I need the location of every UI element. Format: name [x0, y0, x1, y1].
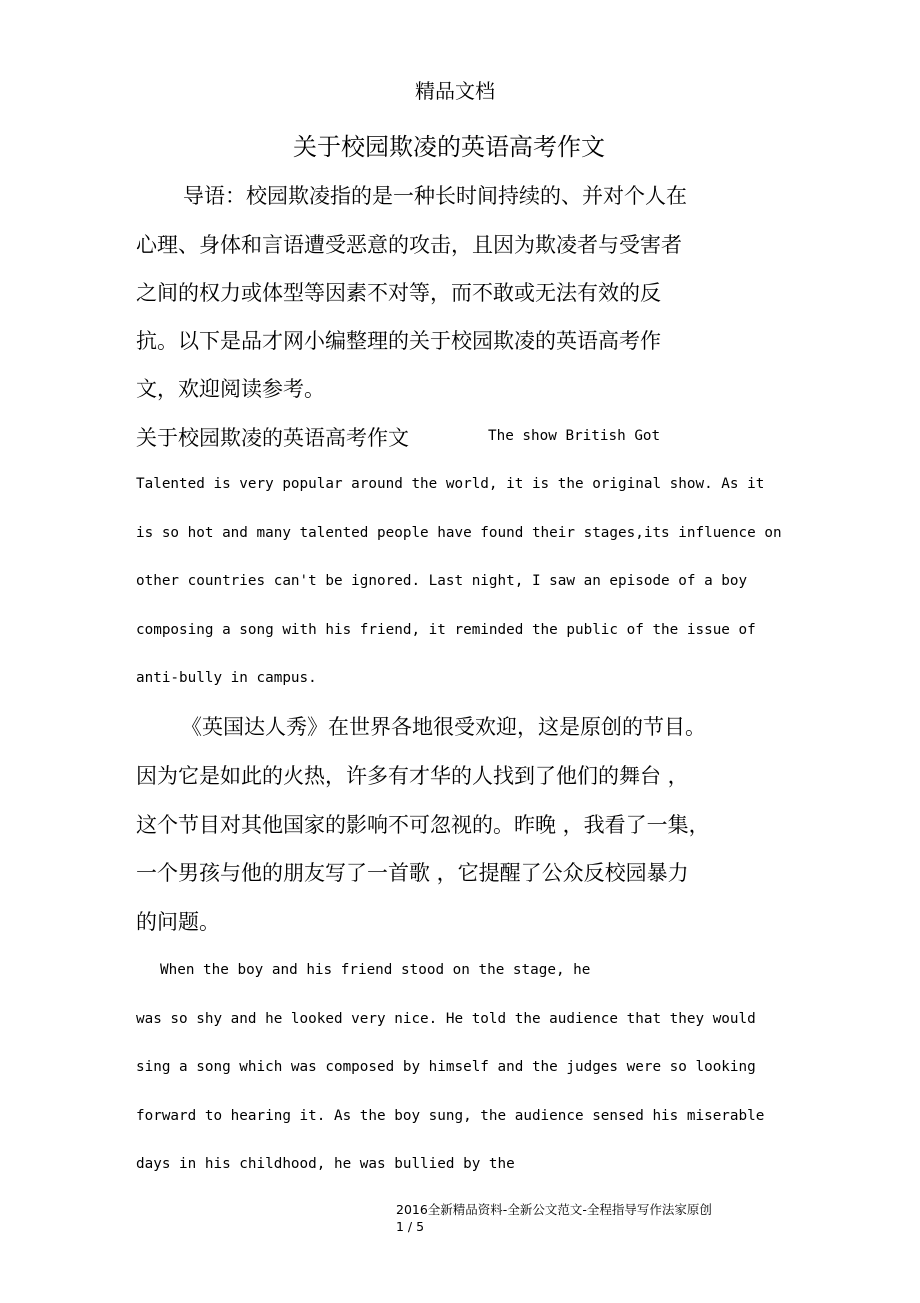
- essay-line: sing a song which was composed by himself and the judges were so looking: [136, 1059, 756, 1075]
- essay-line: forward to hearing it. As the boy sung, the audience sensed his miserable: [136, 1108, 765, 1124]
- essay-line: Talented is very popular around the world, it is the original show. As it: [136, 476, 765, 492]
- footer-note: 2016全新精品资料-全新公文范文-全程指导写作法家原创: [396, 1202, 712, 1217]
- translation-line: 这个节目对其他国家的影响不可忽视的。昨晚 ，我看了一集，: [136, 813, 710, 837]
- page-header-label: 精品文档: [415, 79, 495, 103]
- essay-line: was so shy and he looked very nice. He told the audience that they would: [136, 1011, 756, 1027]
- translation-line: 《英国达人秀》在世界各地很受欢迎，这是原创的节目。: [181, 715, 706, 739]
- translation-line: 的问题。: [136, 910, 220, 934]
- intro-line: 抗。以下是品才网小编整理的关于校园欺凌的英语高考作: [136, 329, 661, 353]
- intro-line: 心理、身体和言语遭受恶意的攻击，且因为欺凌者与受害者: [136, 233, 682, 257]
- intro-line: 之间的权力或体型等因素不对等，而不敢或无法有效的反: [136, 281, 661, 305]
- essay-lead-text: The show British Got: [488, 428, 661, 444]
- intro-line: 导语：校园欺凌指的是一种长时间持续的、并对个人在: [183, 184, 687, 208]
- essay-line: anti-bully in campus.: [136, 670, 317, 686]
- intro-line: 文，欢迎阅读参考。: [136, 377, 325, 401]
- essay-line: is so hot and many talented people have found their stages,its influence on: [136, 525, 782, 541]
- translation-line: 一个男孩与他的朋友写了一首歌 ，它提醒了公众反校园暴力: [136, 861, 689, 885]
- essay-line: When the boy and his friend stood on the stage, he: [160, 962, 591, 978]
- essay-line: days in his childhood, he was bullied by the: [136, 1156, 515, 1172]
- document-title: 关于校园欺凌的英语高考作文: [293, 133, 605, 161]
- section-heading: 关于校园欺凌的英语高考作文: [136, 426, 409, 450]
- page-number: 1 / 5: [396, 1219, 425, 1234]
- essay-line: other countries can't be ignored. Last night, I saw an episode of a boy: [136, 573, 748, 589]
- essay-line: composing a song with his friend, it reminded the public of the issue of: [136, 622, 756, 638]
- translation-line: 因为它是如此的火热，许多有才华的人找到了他们的舞台 ，: [136, 764, 689, 788]
